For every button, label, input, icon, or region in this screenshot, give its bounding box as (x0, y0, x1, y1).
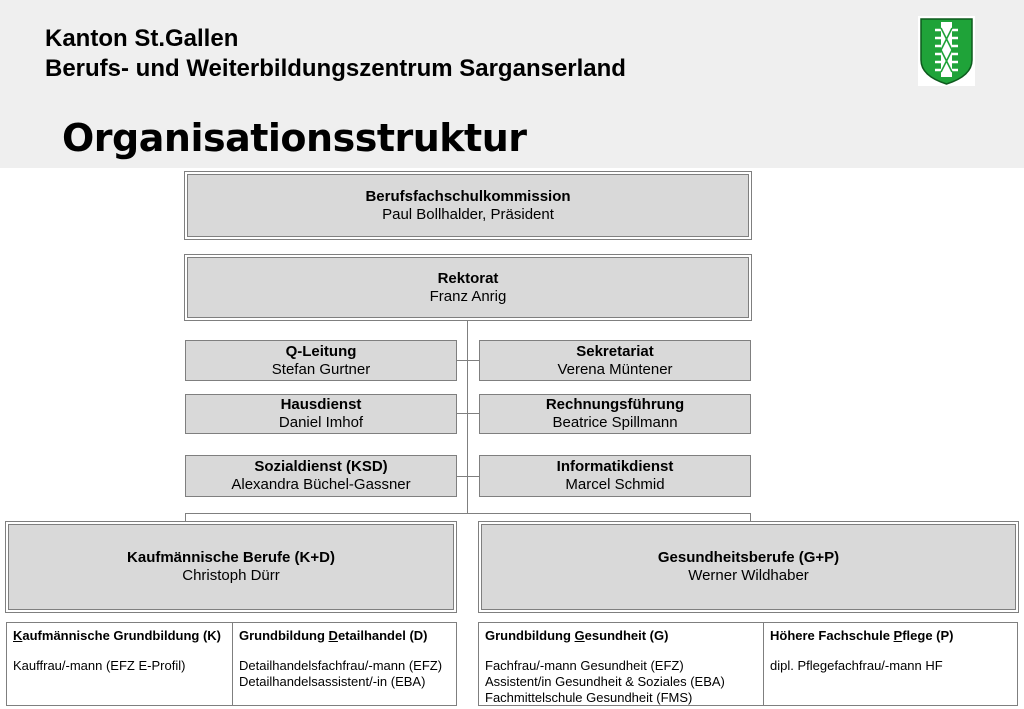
org-box-title: Berufsfachschulkommission (365, 187, 571, 205)
program-item: Detailhandelsfachfrau/-mann (EFZ) (239, 658, 443, 673)
kd-drop-line (185, 513, 186, 522)
heading-letter: D (328, 628, 338, 643)
kd-program-table (6, 622, 457, 706)
org-box-name: Marcel Schmid (565, 476, 665, 493)
row3-connector (457, 476, 479, 477)
org-box-qleitung (185, 340, 457, 381)
page-title: Organisationsstruktur (62, 116, 527, 160)
program-item: dipl. Pflegefachfrau/-mann HF (770, 658, 943, 673)
program-item: Fachmittelschule Gesundheit (FMS) (485, 690, 693, 705)
org-box-title: Rektorat (437, 269, 499, 287)
heading-letter: P (893, 628, 903, 643)
gp-program-table (478, 622, 1018, 706)
row2-connector (457, 413, 479, 414)
program-column-d (232, 623, 456, 705)
program-heading-k (13, 628, 226, 644)
heading-text: Grundbildung (239, 628, 329, 643)
org-box-title: Kaufmännische Berufe (K+D) (127, 549, 335, 566)
program-item: Detailhandelsassistent/-in (EBA) (239, 674, 426, 689)
heading-text: Höhere Fachschule (770, 628, 894, 643)
org-box-title: Sozialdienst (KSD) (254, 458, 388, 475)
program-heading-d (239, 628, 450, 644)
program-item: Fachfrau/-mann Gesundheit (EFZ) (485, 658, 684, 673)
org-box-name: Stefan Gurtner (271, 360, 371, 378)
gp-drop-line (750, 513, 751, 522)
org-box-name: Daniel Imhof (278, 414, 364, 431)
org-box-sekretariat (479, 340, 751, 381)
canton-name: Kanton St.Gallen (45, 25, 239, 52)
org-box-title: Gesundheitsberufe (G+P) (657, 549, 840, 566)
program-column-k (7, 623, 232, 705)
heading-letter: G (574, 628, 585, 643)
org-box-title: Informatikdienst (556, 458, 674, 475)
org-box-name: Verena Müntener (557, 360, 673, 378)
org-box-name: Alexandra Büchel-Gassner (231, 476, 411, 493)
org-box-title: Sekretariat (576, 342, 654, 360)
org-box-gesundheitsberufe (481, 524, 1016, 610)
org-box-name: Christoph Dürr (182, 567, 280, 584)
program-heading-p (770, 628, 1011, 644)
org-box-name: Werner Wildhaber (688, 567, 809, 584)
heading-text: aufmännische Grundbildung (K) (22, 628, 221, 643)
heading-letter: K (13, 628, 23, 643)
org-box-name: Paul Bollhalder, Präsident (382, 205, 554, 223)
org-box-sozialdienst (185, 455, 457, 497)
org-box-title: Q-Leitung (285, 342, 357, 360)
rektorat-trunk-line (467, 320, 468, 513)
heading-text: etailhandel (D) (337, 628, 428, 643)
org-box-hausdienst (185, 394, 457, 434)
program-column-g (479, 623, 763, 705)
program-item: Assistent/in Gesundheit & Soziales (EBA) (485, 674, 725, 689)
row1-connector (457, 360, 479, 361)
trunk-crossbar-line (185, 513, 751, 514)
org-box-name: Franz Anrig (429, 287, 507, 305)
program-item: Kauffrau/-mann (EFZ E-Profil) (13, 658, 186, 673)
heading-text: Grundbildung (485, 628, 575, 643)
org-box-rektorat (187, 257, 749, 318)
org-box-informatikdienst (479, 455, 751, 497)
org-box-title: Hausdienst (280, 396, 362, 413)
program-heading-g (485, 628, 757, 644)
st-gallen-crest-icon (918, 16, 975, 86)
org-box-kommission (187, 174, 749, 237)
org-box-kaufmaennische-berufe (8, 524, 454, 610)
org-box-rechnungsfuehrung (479, 394, 751, 434)
program-column-p (763, 623, 1017, 705)
heading-text: esundheit (G) (584, 628, 669, 643)
org-box-name: Beatrice Spillmann (552, 414, 678, 431)
org-box-title: Rechnungsführung (545, 396, 685, 413)
school-name: Berufs- und Weiterbildungszentrum Sarganserland (45, 55, 626, 82)
heading-text: flege (P) (902, 628, 954, 643)
